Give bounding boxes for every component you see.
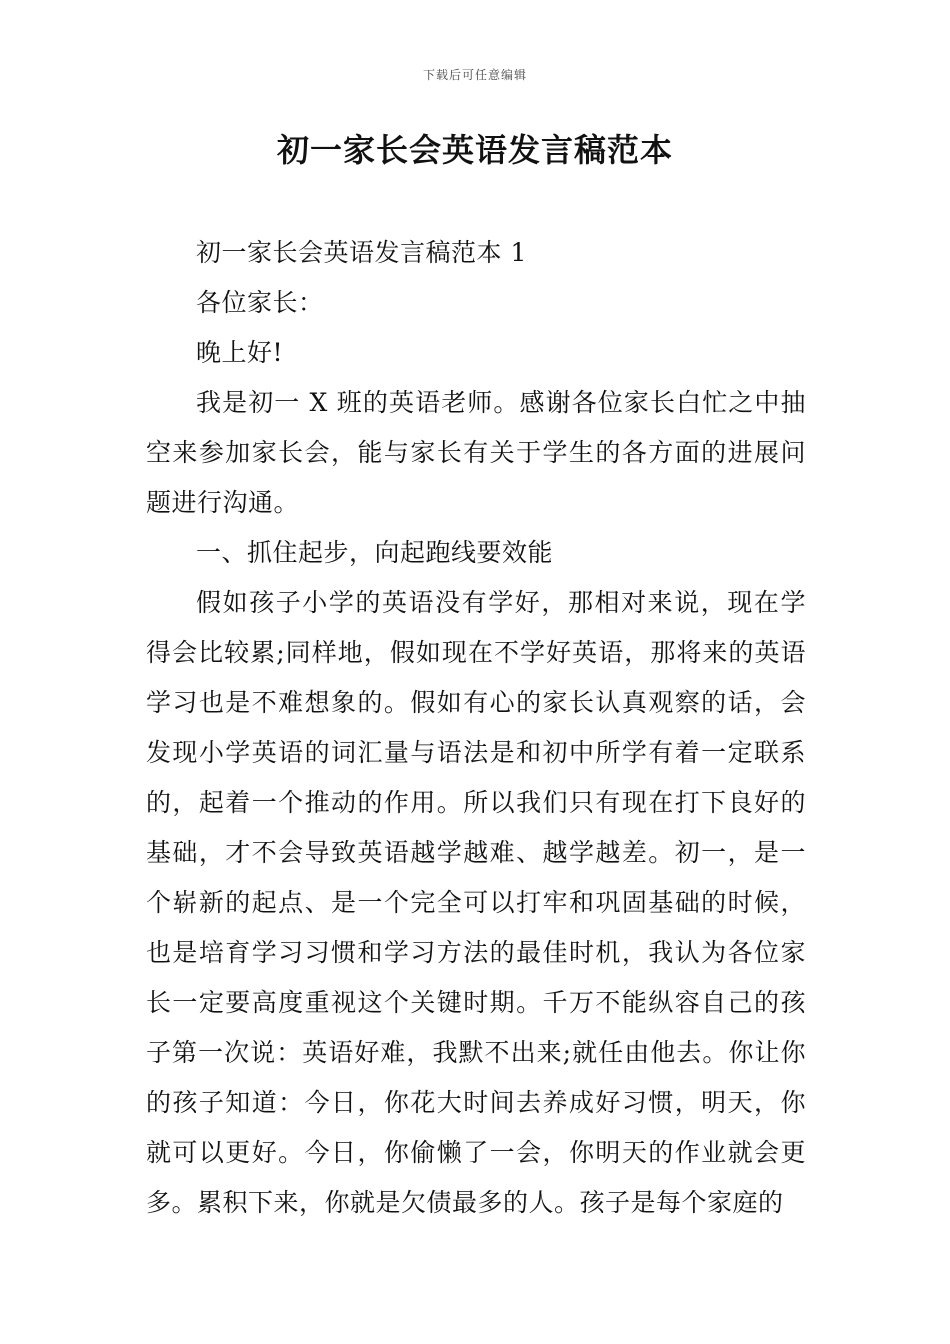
paragraph-greeting: 晚上好! (196, 338, 284, 367)
document-title: 初一家长会英语发言稿范本 (276, 131, 673, 169)
paragraph-salutation: 各位家长： (196, 288, 324, 317)
paragraph-section-heading: 一、抓住起步，向起跑线要效能 (196, 538, 554, 567)
paragraph-intro: 我是初一 X 班的英语老师。感谢各位家长白忙之中抽空来参加家长会，能与家长有关于学生的各方面的进展问题进行沟通。 (146, 388, 806, 517)
paragraph-subtitle: 初一家长会英语发言稿范本 1 (196, 238, 527, 267)
page-header-note: 下载后可任意编辑 (422, 68, 527, 82)
document-body (146, 228, 806, 1228)
paragraph-body: 假如孩子小学的英语没有学好，那相对来说，现在学得会比较累;同样地，假如现在不学好英语，那将来的英语学习也是不难想象的。假如有心的家长认真观察的话，会发现小学英语的词汇量与语法是和初中所学有着一定联系的，起着一个推动的作用。所以我们只有现在打下良好的基础，才不会导致英语越学越难、越学越差。初一，是一个崭新的起点、是一个完全可以打牢和巩固基础的时候，也是培育学习习惯和学习方法的最佳时机，我认为各位家长一定要高度重视这个关键时期。千万不能纵容自己的孩子第一次说：英语好难，我默不出来;就任由他去。你让你的孩子知道：今日，你花大时间去养成好习惯，明天，你就可以更好。今日，你偷懒了一会，你明天的作业就会更多。累积下来，你就是欠债最多的人。孩子是每个家庭的 (146, 588, 806, 1217)
